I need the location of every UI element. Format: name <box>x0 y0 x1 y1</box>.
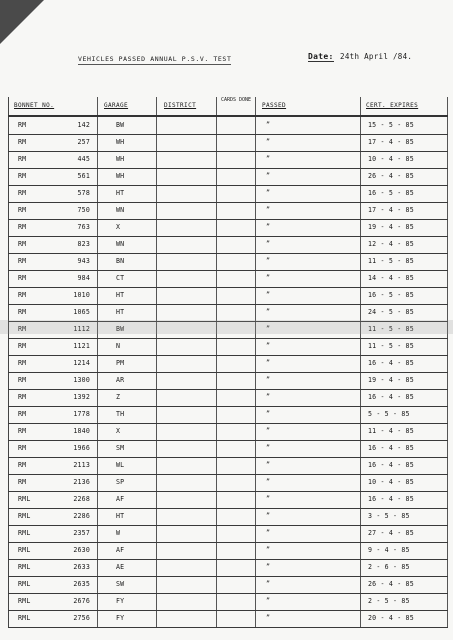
garage-code: WN <box>116 206 125 214</box>
cert-expiry-date: 24 - 5 - 85 <box>368 308 414 316</box>
cert-expiry-date: 15 - 5 - 85 <box>368 121 414 129</box>
garage-code: WH <box>116 155 125 163</box>
table-row <box>8 406 448 424</box>
garage-code: AF <box>116 495 125 503</box>
passed-mark: ” <box>266 444 271 452</box>
passed-mark: ” <box>266 257 271 265</box>
bonnet-prefix: RM <box>18 410 27 418</box>
bonnet-prefix: RML <box>18 580 31 588</box>
cert-expiry-date: 16 - 4 - 85 <box>368 444 414 452</box>
passed-mark: ” <box>266 223 271 231</box>
bonnet-prefix: RM <box>18 308 27 316</box>
passed-mark: ” <box>266 478 271 486</box>
cert-expiry-date: 16 - 4 - 85 <box>368 461 414 469</box>
passed-mark: ” <box>266 597 271 605</box>
passed-mark: ” <box>266 359 271 367</box>
bonnet-prefix: RM <box>18 427 27 435</box>
bonnet-prefix: RM <box>18 444 27 452</box>
bonnet-number: 2756 <box>73 614 90 622</box>
garage-code: AF <box>116 546 125 554</box>
bonnet-prefix: RM <box>18 189 27 197</box>
bonnet-prefix: RML <box>18 614 31 622</box>
bonnet-number: 2268 <box>73 495 90 503</box>
cert-expiry-date: 14 - 4 - 85 <box>368 274 414 282</box>
table-row <box>8 372 448 390</box>
garage-code: AE <box>116 563 125 571</box>
bonnet-number: 1112 <box>73 325 90 333</box>
bonnet-number: 1392 <box>73 393 90 401</box>
cert-expiry-date: 10 - 4 - 85 <box>368 478 414 486</box>
passed-mark: ” <box>266 342 271 350</box>
bonnet-prefix: RM <box>18 155 27 163</box>
table-row <box>8 457 448 475</box>
bonnet-prefix: RM <box>18 325 27 333</box>
table-row <box>8 253 448 271</box>
cert-expiry-date: 26 - 4 - 85 <box>368 172 414 180</box>
garage-code: X <box>116 427 121 435</box>
passed-mark: ” <box>266 461 271 469</box>
garage-code: AR <box>116 376 125 384</box>
passed-mark: ” <box>266 546 271 554</box>
bonnet-number: 2633 <box>73 563 90 571</box>
header-district: DISTRICT <box>164 102 197 109</box>
passed-mark: ” <box>266 291 271 299</box>
cert-expiry-date: 9 - 4 - 85 <box>368 546 410 554</box>
bonnet-prefix: RML <box>18 597 31 605</box>
cert-expiry-date: 19 - 4 - 85 <box>368 376 414 384</box>
table-row <box>8 219 448 237</box>
garage-code: WH <box>116 138 125 146</box>
table-row <box>8 168 448 186</box>
bonnet-number: 257 <box>77 138 90 146</box>
cert-expiry-date: 16 - 5 - 85 <box>368 291 414 299</box>
garage-code: CT <box>116 274 125 282</box>
passed-mark: ” <box>266 376 271 384</box>
bonnet-number: 142 <box>77 121 90 129</box>
garage-code: W <box>116 529 121 537</box>
bonnet-number: 445 <box>77 155 90 163</box>
date-label: Date: <box>308 52 334 61</box>
passed-mark: ” <box>266 121 271 129</box>
header-cards-done: CARDS DONE <box>220 97 252 103</box>
bonnet-number: 984 <box>77 274 90 282</box>
bonnet-prefix: RM <box>18 240 27 248</box>
garage-code: HT <box>116 291 125 299</box>
bonnet-prefix: RM <box>18 172 27 180</box>
table-row <box>8 474 448 492</box>
bonnet-prefix: RM <box>18 274 27 282</box>
table-row <box>8 542 448 560</box>
bonnet-number: 2286 <box>73 512 90 520</box>
bonnet-prefix: RML <box>18 563 31 571</box>
table-row <box>8 236 448 254</box>
bonnet-number: 823 <box>77 240 90 248</box>
header-cert-expires: CERT. EXPIRES <box>366 102 419 109</box>
bonnet-number: 1966 <box>73 444 90 452</box>
bonnet-prefix: RM <box>18 257 27 265</box>
bonnet-number: 2357 <box>73 529 90 537</box>
passed-mark: ” <box>266 240 271 248</box>
garage-code: Z <box>116 393 121 401</box>
cert-expiry-date: 20 - 4 - 85 <box>368 614 414 622</box>
table-row <box>8 151 448 169</box>
bonnet-prefix: RML <box>18 512 31 520</box>
bonnet-prefix: RM <box>18 359 27 367</box>
cert-expiry-date: 11 - 5 - 85 <box>368 325 414 333</box>
bonnet-number: 1010 <box>73 291 90 299</box>
bonnet-prefix: RM <box>18 478 27 486</box>
cert-expiry-date: 27 - 4 - 85 <box>368 529 414 537</box>
passed-mark: ” <box>266 138 271 146</box>
table-row <box>8 117 448 135</box>
bonnet-number: 2113 <box>73 461 90 469</box>
cert-expiry-date: 26 - 4 - 85 <box>368 580 414 588</box>
bonnet-number: 1121 <box>73 342 90 350</box>
table-row <box>8 423 448 441</box>
bonnet-prefix: RM <box>18 206 27 214</box>
cert-expiry-date: 11 - 4 - 85 <box>368 427 414 435</box>
garage-code: WN <box>116 240 125 248</box>
cert-expiry-date: 16 - 4 - 85 <box>368 359 414 367</box>
bonnet-number: 578 <box>77 189 90 197</box>
bonnet-number: 750 <box>77 206 90 214</box>
scan-smudge <box>0 320 453 334</box>
cert-expiry-date: 11 - 5 - 85 <box>368 342 414 350</box>
garage-code: X <box>116 223 121 231</box>
cert-expiry-date: 16 - 4 - 85 <box>368 495 414 503</box>
passed-mark: ” <box>266 614 271 622</box>
table-row <box>8 559 448 577</box>
bonnet-prefix: RM <box>18 223 27 231</box>
bonnet-number: 1300 <box>73 376 90 384</box>
passed-mark: ” <box>266 580 271 588</box>
document-title: VEHICLES PASSED ANNUAL P.S.V. TEST <box>78 55 232 63</box>
bonnet-number: 561 <box>77 172 90 180</box>
passed-mark: ” <box>266 325 271 333</box>
garage-code: BW <box>116 325 125 333</box>
garage-code: WH <box>116 172 125 180</box>
cert-expiry-date: 2 - 5 - 85 <box>368 597 410 605</box>
bonnet-number: 943 <box>77 257 90 265</box>
cert-expiry-date: 17 - 4 - 85 <box>368 206 414 214</box>
garage-code: HT <box>116 512 125 520</box>
bonnet-prefix: RML <box>18 495 31 503</box>
bonnet-number: 2635 <box>73 580 90 588</box>
table-row <box>8 338 448 356</box>
bonnet-prefix: RM <box>18 342 27 350</box>
passed-mark: ” <box>266 308 271 316</box>
passed-mark: ” <box>266 410 271 418</box>
cert-expiry-date: 12 - 4 - 85 <box>368 240 414 248</box>
bonnet-prefix: RML <box>18 529 31 537</box>
table-row <box>8 491 448 509</box>
bonnet-number: 2676 <box>73 597 90 605</box>
table-row <box>8 525 448 543</box>
passed-mark: ” <box>266 529 271 537</box>
passed-mark: ” <box>266 427 271 435</box>
garage-code: BN <box>116 257 125 265</box>
cert-expiry-date: 5 - 5 - 85 <box>368 410 410 418</box>
table-row <box>8 440 448 458</box>
bonnet-number: 1214 <box>73 359 90 367</box>
passed-mark: ” <box>266 393 271 401</box>
garage-code: HT <box>116 189 125 197</box>
garage-code: PM <box>116 359 125 367</box>
bonnet-number: 763 <box>77 223 90 231</box>
bonnet-number: 2630 <box>73 546 90 554</box>
table-row <box>8 134 448 152</box>
cert-expiry-date: 16 - 5 - 85 <box>368 189 414 197</box>
table-row <box>8 508 448 526</box>
table-row <box>8 270 448 288</box>
cert-expiry-date: 3 - 5 - 85 <box>368 512 410 520</box>
bonnet-prefix: RM <box>18 121 27 129</box>
table-row <box>8 287 448 305</box>
cert-expiry-date: 19 - 4 - 85 <box>368 223 414 231</box>
garage-code: BW <box>116 121 125 129</box>
passed-mark: ” <box>266 172 271 180</box>
cert-expiry-date: 17 - 4 - 85 <box>368 138 414 146</box>
table-row <box>8 576 448 594</box>
bonnet-prefix: RM <box>18 138 27 146</box>
garage-code: N <box>116 342 121 350</box>
garage-code: SW <box>116 580 125 588</box>
cert-expiry-date: 10 - 4 - 85 <box>368 155 414 163</box>
table-row <box>8 202 448 220</box>
header-passed: PASSED <box>262 102 287 109</box>
date-value: 24th April /84. <box>340 52 413 61</box>
header-garage: GARAGE <box>104 102 129 109</box>
cert-expiry-date: 16 - 4 - 85 <box>368 393 414 401</box>
bonnet-number: 1778 <box>73 410 90 418</box>
table-row <box>8 355 448 373</box>
passed-mark: ” <box>266 155 271 163</box>
bonnet-number: 1065 <box>73 308 90 316</box>
passed-mark: ” <box>266 563 271 571</box>
garage-code: WL <box>116 461 125 469</box>
folded-corner <box>0 0 44 44</box>
passed-mark: ” <box>266 512 271 520</box>
bonnet-number: 2136 <box>73 478 90 486</box>
passed-mark: ” <box>266 206 271 214</box>
table-row <box>8 593 448 611</box>
bonnet-prefix: RM <box>18 461 27 469</box>
header-bonnet: BONNET NO. <box>14 102 55 109</box>
passed-mark: ” <box>266 495 271 503</box>
cert-expiry-date: 2 - 6 - 85 <box>368 563 410 571</box>
table-row <box>8 610 448 628</box>
garage-code: FY <box>116 614 125 622</box>
garage-code: TH <box>116 410 125 418</box>
bonnet-prefix: RM <box>18 393 27 401</box>
garage-code: SM <box>116 444 125 452</box>
bonnet-prefix: RM <box>18 291 27 299</box>
bonnet-prefix: RM <box>18 376 27 384</box>
cert-expiry-date: 11 - 5 - 85 <box>368 257 414 265</box>
bonnet-number: 1840 <box>73 427 90 435</box>
garage-code: SP <box>116 478 125 486</box>
bonnet-prefix: RML <box>18 546 31 554</box>
table-row <box>8 185 448 203</box>
garage-code: HT <box>116 308 125 316</box>
table-row <box>8 389 448 407</box>
passed-mark: ” <box>266 189 271 197</box>
passed-mark: ” <box>266 274 271 282</box>
garage-code: FY <box>116 597 125 605</box>
